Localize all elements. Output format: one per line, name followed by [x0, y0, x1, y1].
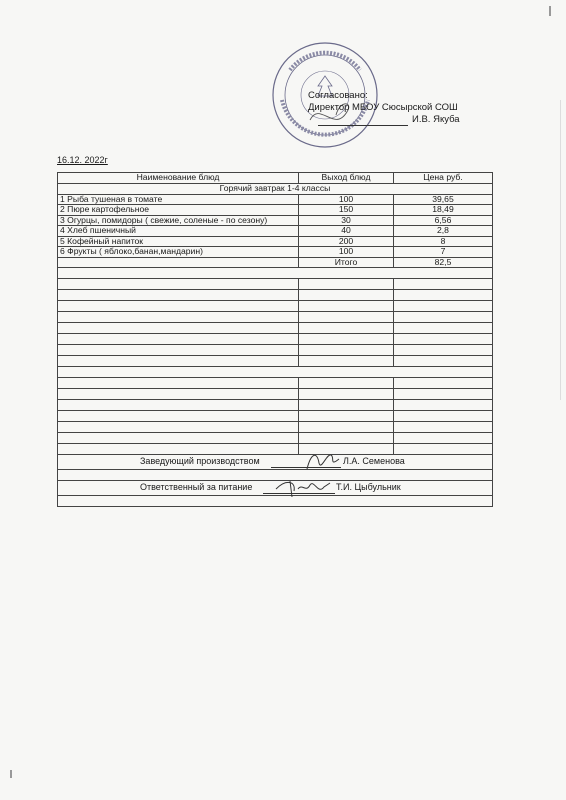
approval-name: И.В. Якуба — [412, 114, 460, 125]
dish-name: 2 Пюре картофельное — [58, 205, 299, 216]
total-empty — [58, 257, 299, 268]
empty-row — [58, 411, 493, 422]
approval-position: Директор МБОУ Сюсырской СОШ — [308, 102, 458, 113]
table-row — [58, 194, 493, 205]
total-value: 82,5 — [394, 257, 493, 268]
header-price: Цена руб. — [394, 173, 493, 184]
signature-row-production — [58, 455, 493, 470]
table-row — [58, 247, 493, 258]
dish-price: 6,56 — [394, 215, 493, 226]
nutrition-name: Т.И. Цыбульник — [336, 482, 401, 492]
production-signature — [303, 449, 343, 473]
empty-row — [58, 422, 493, 433]
dish-name: 4 Хлеб пшеничный — [58, 226, 299, 237]
header-name: Наименование блюд — [58, 173, 299, 184]
nutrition-signature — [272, 475, 334, 499]
dish-yield: 150 — [299, 205, 394, 216]
empty-row — [58, 290, 493, 301]
empty-row — [58, 378, 493, 389]
section-row — [58, 184, 493, 195]
dish-price: 39,65 — [394, 194, 493, 205]
table-row — [58, 236, 493, 247]
empty-row — [58, 356, 493, 367]
dish-price: 18,49 — [394, 205, 493, 216]
approval-block — [308, 90, 460, 126]
dish-yield: 100 — [299, 247, 394, 258]
dish-yield: 100 — [299, 194, 394, 205]
total-label: Итого — [299, 257, 394, 268]
empty-row — [58, 389, 493, 400]
dish-price: 2,8 — [394, 226, 493, 237]
empty-row — [58, 444, 493, 455]
dish-name: 3 Огурцы, помидоры ( свежие, соленые - по сезону) — [58, 215, 299, 226]
empty-row — [58, 433, 493, 444]
empty-row — [58, 334, 493, 345]
production-label: Заведующий производством — [140, 456, 260, 466]
empty-row — [58, 345, 493, 356]
production-name: Л.А. Семенова — [343, 456, 405, 466]
scan-edge-shadow — [560, 100, 561, 400]
approval-signature-line — [308, 114, 460, 126]
dish-name: 1 Рыба тушеная в томате — [58, 194, 299, 205]
dish-price: 7 — [394, 247, 493, 258]
empty-row — [58, 301, 493, 312]
section-title: Горячий завтрак 1-4 классы — [58, 184, 493, 195]
dish-yield: 200 — [299, 236, 394, 247]
scan-edge-mark — [10, 770, 12, 778]
signature-blank — [318, 116, 408, 126]
table-row — [58, 226, 493, 237]
dish-yield: 30 — [299, 215, 394, 226]
nutrition-label: Ответственный за питание — [140, 482, 253, 492]
empty-row — [58, 312, 493, 323]
header-yield: Выход блюд — [299, 173, 394, 184]
approval-label: Согласовано: — [308, 90, 368, 101]
empty-row — [58, 268, 493, 279]
dish-price: 8 — [394, 236, 493, 247]
dish-name: 5 Кофейный напиток — [58, 236, 299, 247]
scan-edge-mark — [549, 6, 551, 16]
table-row — [58, 215, 493, 226]
menu-table — [57, 172, 493, 507]
document-date: 16.12. 2022г — [57, 155, 108, 165]
signature-row-nutrition — [58, 481, 493, 496]
empty-row — [58, 323, 493, 334]
dish-name: 6 Фрукты ( яблоко,банан,мандарин) — [58, 247, 299, 258]
table-row — [58, 205, 493, 216]
empty-row — [58, 367, 493, 378]
empty-row — [58, 279, 493, 290]
dish-yield: 40 — [299, 226, 394, 237]
empty-row — [58, 400, 493, 411]
table-header-row — [58, 173, 493, 184]
total-row — [58, 257, 493, 268]
